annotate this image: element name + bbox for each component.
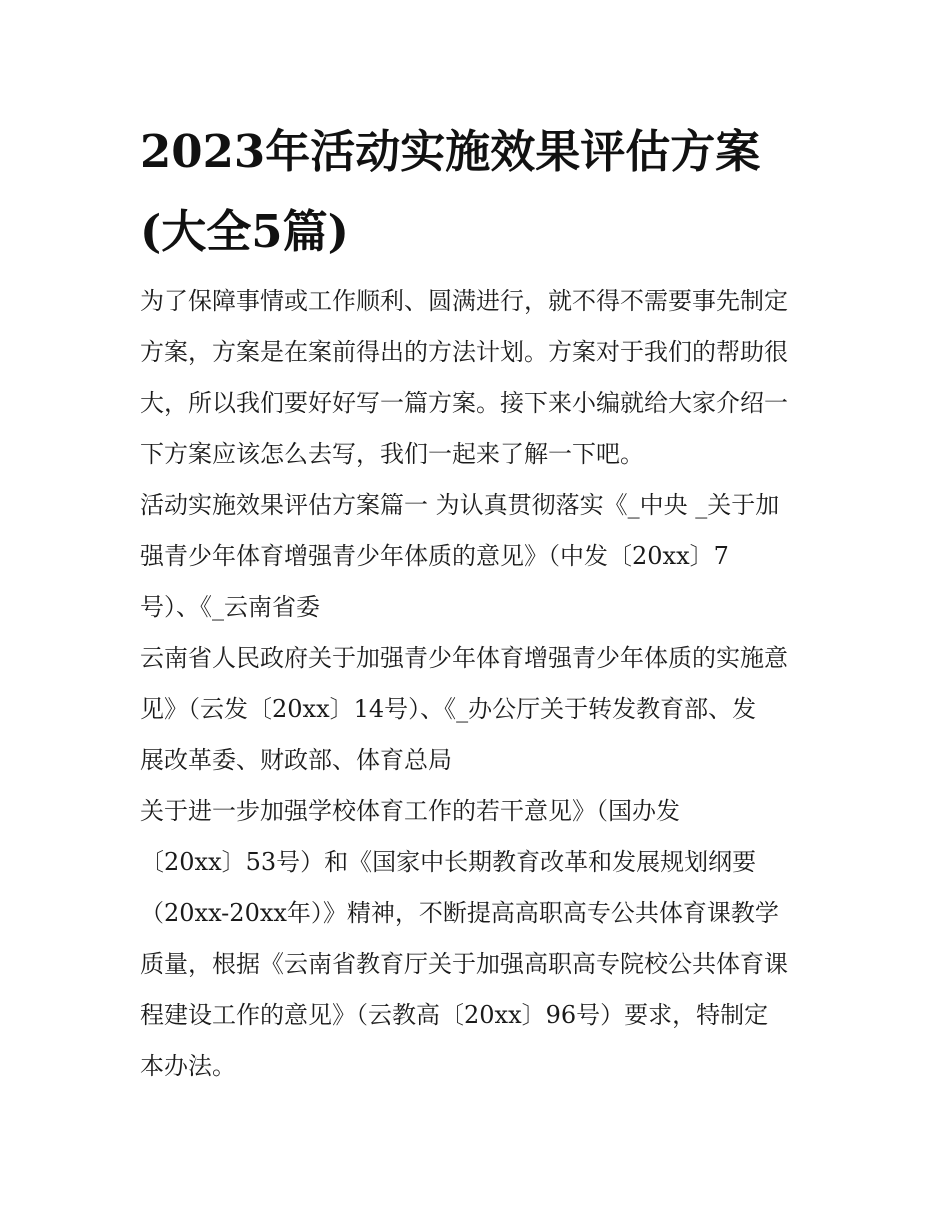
body-line: 下方案应该怎么去写，我们一起来了解一下吧。 (140, 440, 644, 468)
body-line: 展改革委、财政部、体育总局 (140, 746, 452, 774)
body-line: 为了保障事情或工作顺利、圆满进行，就不得不需要事先制定 (140, 287, 788, 315)
body-line: 活动实施效果评估方案篇一 为认真贯彻落实《_中央 _关于加 (140, 491, 780, 519)
body-line: 本办法。 (140, 1052, 236, 1080)
body-line: 质量，根据《云南省教育厅关于加强高职高专院校公共体育课 (140, 950, 788, 978)
body-line: 大，所以我们要好好写一篇方案。接下来小编就给大家介绍一 (140, 389, 788, 417)
document-body (140, 276, 830, 1092)
body-line: 方案，方案是在案前得出的方法计划。方案对于我们的帮助很 (140, 338, 788, 366)
title-line: 2023年活动实施效果评估方案 (140, 125, 761, 178)
body-line: 程建设工作的意见》（云教高〔20xx〕96号）要求，特制定 (140, 1001, 769, 1029)
title-line: (大全5篇) (140, 205, 349, 258)
body-line: 〔20xx〕53号）和《国家中长期教育改革和发展规划纲要 (140, 848, 757, 876)
body-line: 关于进一步加强学校体育工作的若干意见》（国办发 (140, 797, 680, 825)
document-title (140, 112, 830, 272)
body-line: 号）、《_云南省委 (140, 593, 320, 621)
body-line: 见》（云发〔20xx〕14号）、《_办公厅关于转发教育部、发 (140, 695, 757, 723)
body-line: （20xx-20xx年）》精神，不断提高高职高专公共体育课教学 (140, 899, 779, 927)
body-line: 云南省人民政府关于加强青少年体育增强青少年体质的实施意 (140, 644, 788, 672)
body-line: 强青少年体育增强青少年体质的意见》（中发〔20xx〕7 (140, 542, 729, 570)
